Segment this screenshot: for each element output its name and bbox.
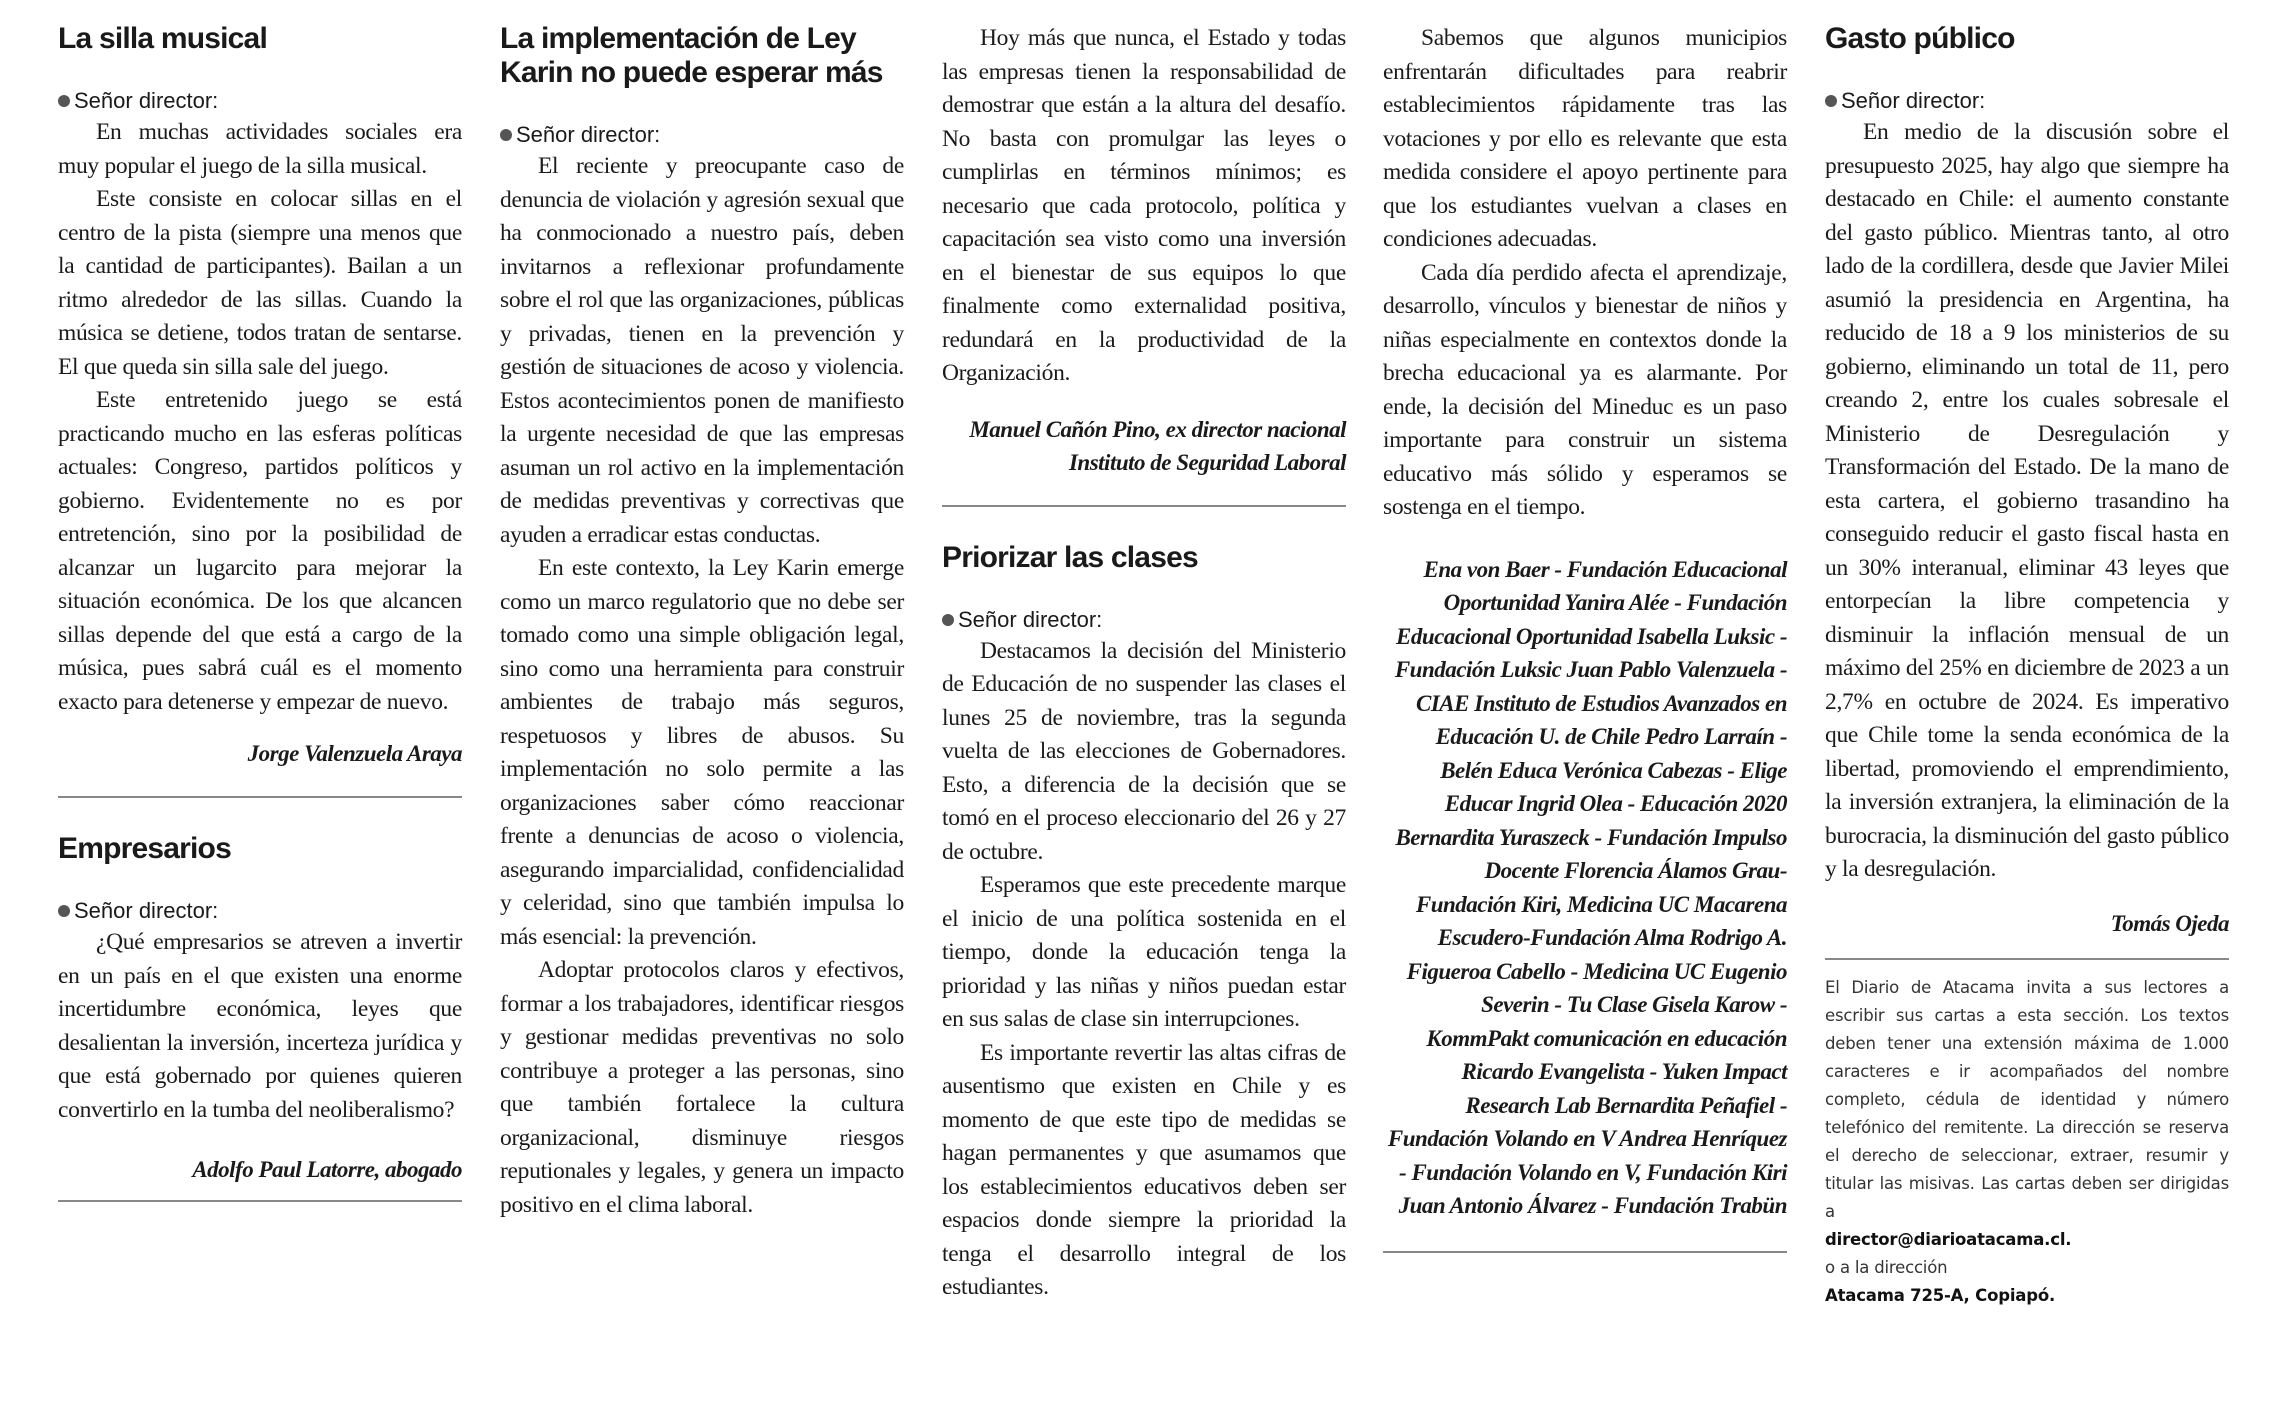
letter-title: La implementación de Ley Karin no puede esperar más (500, 22, 883, 89)
column-1 (58, 22, 462, 1236)
divider (1383, 1251, 1787, 1253)
letter-priorizar-clases (942, 541, 1346, 1305)
paragraph: ¿Qué empresarios se atreven a invertir en un país en el que existen una enorme incertidumbre económica, leyes que desalientan la inversión, incerteza jurídica y que está gobernado por quienes quieren convertirlo en la tumba del neoliberalismo? (58, 929, 462, 1123)
letter-silla-musical (58, 22, 462, 770)
notice-text: El Diario de Atacama invita a sus lectores a escribir sus cartas a esta sección. Los textos deben tener una extensión máxima de 1.000 caracteres e ir acompañados del nombre completo, cédula de identidad y número telefónico del remitente. La dirección se reserva el derecho de seleccionar, extraer, resumir y titular las misivas. Las cartas deben ser dirigidas a (1825, 977, 2229, 1221)
divider (942, 505, 1346, 507)
salutation: Señor director: (58, 896, 462, 926)
column-5 (1825, 22, 2229, 1310)
salutation: Señor director: (500, 120, 904, 150)
divider (1825, 958, 2229, 960)
paragraph: Cada día perdido afecta el aprendizaje, desarrollo, vínculos y bienestar de niños y niñas especialmente en contextos donde la brecha educacional ya es alarmante. Por ende, la decisión del Mineduc es un paso importante para construir un sistema educativo más sólido y esperamos se sostenga en el tiempo. (1383, 259, 1787, 520)
column-2 (500, 22, 904, 1222)
paragraph: Es importante revertir las altas cifras de ausentismo que existen en Chile y es momento de que este tipo de medidas se hagan permanentes y que asumamos que los establecimientos educativos deben ser espacios donde siempre la prioridad la tenga el desarrollo integral de los estudiantes. (942, 1039, 1346, 1300)
paragraph: Adoptar protocolos claros y efectivos, formar a los trabajadores, identificar riesgos y gestionar medidas preventivas no solo contribuye a proteger a las personas, sino que también fortalece la cultura organizacional, disminuye riesgos reputionales y legales, y genera un impacto positivo en el clima laboral. (500, 957, 904, 1218)
signature: Adolfo Paul Latorre, abogado (192, 1157, 462, 1182)
signature-list: Ena von Baer - Fundación Educacional Oportunidad Yanira Alée - Fundación Educacional Oportunidad Isabella Luksic - Fundación Luksic Juan Pablo Valenzuela - CIAE Instituto de Estudios Avanzados en Educación U. de Chile Pedro Larraín - Belén Educa Verónica Cabezas - Elige Educar Ingrid Olea - Educación 2020 Bernardita Yuraszeck - Fundación Impulso Docente Florencia Álamos Grau- Fundación Kiri, Medicina UC Macarena Escudero-Fundación Alma Rodrigo A. Figueroa Cabello - Medicina UC Eugenio Severin - Tu Clase Gisela Karow - KommPakt comunicación en educación Ricardo Evangelista - Yuken Impact Research Lab Bernardita Peñafiel - Fundación Volando en V Andrea Henríquez - Fundación Volando en V, Fundación Kiri Juan Antonio Álvarez - Fundación Trabün (1387, 556, 1787, 1218)
divider (58, 1200, 462, 1202)
notice-email[interactable] (1825, 1226, 2229, 1254)
letter-title: Gasto público (1825, 22, 2015, 55)
letter-title: Empresarios (58, 832, 231, 865)
address-text: Atacama 725-A, Copiapó. (1825, 1285, 2056, 1305)
paragraph-continued: Sabemos que algunos municipios enfrentarán dificultades para reabrir establecimientos rápidamente tras las votaciones y por ello es relevante que esta medida considere el apoyo pertinente para que los estudiantes vuelvan a clases en condiciones adecuadas. (1383, 25, 1787, 252)
column-3 (942, 22, 1346, 1305)
paragraph: Esperamos que este precedente marque el inicio de una política sostenida en el tiempo, donde la educación tenga la prioridad y las niñas y niños puedan estar en sus salas de clase sin interrupciones. (942, 872, 1346, 1032)
paragraph: En muchas actividades sociales era muy popular el juego de la silla musical. (58, 119, 462, 179)
letter-gasto-publico (1825, 22, 2229, 940)
paragraph: En medio de la discusión sobre el presupuesto 2025, hay algo que siempre ha destacado en Chile: el aumento constante del gasto público. Mientras tanto, al otro lado de la cordillera, desde que Javier Milei asumió la presidencia en Argentina, ha reducido de 18 a 9 los ministerios de su gobierno, eliminando un total de 11, pero creando 2, entre los cuales sobresale el Ministerio de Desregulación y Transformación del Estado. De la mano de esta cartera, el gobierno trasandino ha conseguido reducir el gasto fiscal hasta en un 30% interanual, eliminar 43 leyes que entorpecían la libre competencia y disminuir la inflación mensual de un máximo del 25% en diciembre de 2023 a un 2,7% en octubre de 2024. Es imperativo que Chile tome la senda económica de la libertad, promoviendo el emprendimiento, la inversión extranjera, la eliminación de la burocracia, la disminución del gasto público y la desregulación. (1825, 119, 2229, 882)
salutation: Señor director: (942, 605, 1346, 635)
salutation: Señor director: (1825, 86, 2229, 116)
salutation: Señor director: (58, 86, 462, 116)
column-4 (1383, 22, 1787, 1287)
signature: Jorge Valenzuela Araya (247, 741, 462, 766)
submission-notice (1825, 974, 2229, 1310)
paragraph: En este contexto, la Ley Karin emerge como un marco regulatorio que no debe ser tomado como una simple obligación legal, sino como una herramienta para construir ambientes de trabajo más seguros, respetuosos y libres de abusos. Su implementación no solo permite a las organizaciones saber cómo reaccionar frente a denuncias de acoso o violencia, asegurando imparcialidad, confidencialidad y celeridad, sino que también impulsa lo más esencial: la prevención. (500, 555, 904, 950)
signature: Tomás Ojeda (2110, 910, 2229, 936)
letter-title: Priorizar las clases (942, 540, 1198, 574)
signature: Manuel Cañón Pino, ex director nacional Instituto de Seguridad Laboral (969, 416, 1346, 475)
letter-ley-karin (500, 22, 904, 1222)
letter-empresarios (58, 832, 462, 1186)
paragraph-continued: Hoy más que nunca, el Estado y todas las empresas tienen la responsabilidad de demostrar que están a la altura del desafío. No basta con promulgar las leyes o cumplirlas en términos mínimos; es necesario que cada protocolo, política y capacitación sea visto como una inversión en el bienestar de sus equipos lo que finalmente como externalidad positiva, redundará en la productividad de la Organización. (942, 25, 1346, 386)
letter-title: La silla musical (58, 22, 267, 55)
divider (58, 796, 462, 798)
email-link[interactable]: director@diarioatacama.cl. (1825, 1229, 2072, 1249)
paragraph: El reciente y preocupante caso de denuncia de violación y agresión sexual que ha conmocionado a nuestro país, deben invitarnos a reflexionar profundamente sobre el rol que las organizaciones, públicas y privadas, tienen en la prevención y gestión de situaciones de acoso y violencia. Estos acontecimientos ponen de manifiesto la urgente necesidad de que las empresas asuman un rol activo en la implementación de medidas preventivas y correctivas que ayuden a erradicar estas conductas. (500, 153, 904, 548)
notice-address (1825, 1282, 2229, 1310)
paragraph: Este entretenido juego se está practicando mucho en las esferas políticas actuales: Congreso, partidos políticos y gobierno. Evidentemente no es por entretención, sino por la posibilidad de alcanzar un lugarcito para mejorar la situación económica. De los que alcancen sillas depende del que está a cargo de la música, pues sabrá cuál es el momento exacto para detenerse y empezar de nuevo. (58, 387, 462, 715)
paragraph: Destacamos la decisión del Ministerio de Educación de no suspender las clases el lunes 25 de noviembre, tras la segunda vuelta de las elecciones de Gobernadores. Esto, a diferencia de la decisión que se tomó en el proceso eleccionario del 26 y 27 de octubre. (942, 637, 1346, 865)
notice-address-intro: o a la dirección (1825, 1257, 1948, 1277)
paragraph: Este consiste en colocar sillas en el centro de la pista (siempre una menos que la cantidad de participantes). Bailan a un ritmo alrededor de las sillas. Cuando la música se detiene, todos tratan de sentarse. El que queda sin silla sale del juego. (58, 186, 462, 380)
